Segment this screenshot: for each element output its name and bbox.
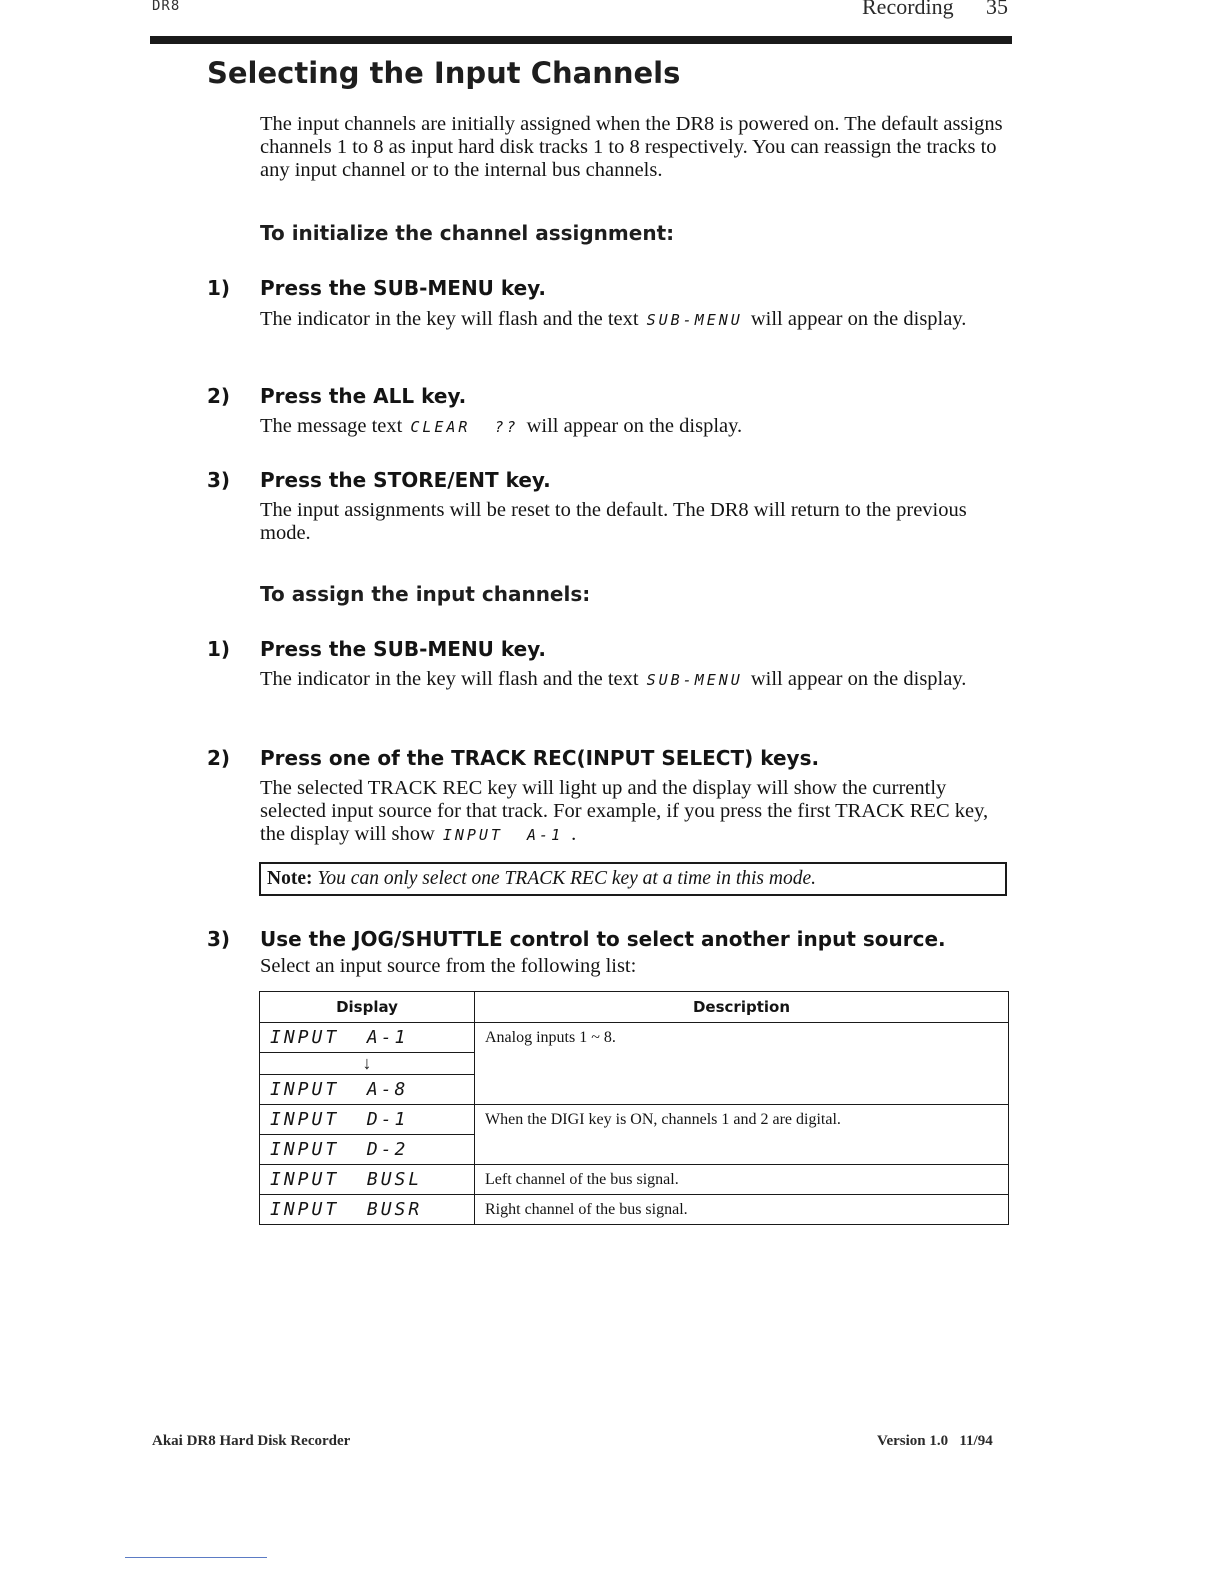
display-cell: INPUT A-1 [260, 1023, 475, 1053]
display-cell: INPUT D-2 [260, 1135, 475, 1165]
description-cell: Analog inputs 1 ~ 8. [475, 1023, 1009, 1105]
lcd-readout: CLEAR ?? [410, 418, 519, 436]
assign-step-2-title: Press one of the TRACK REC(INPUT SELECT) keys. [260, 746, 820, 770]
description-cell: Left channel of the bus signal. [475, 1165, 1009, 1195]
assign-step-3-number: 3) [207, 927, 231, 951]
lcd-readout: SUB-MENU [646, 671, 743, 689]
text-after: will appear on the display. [526, 415, 743, 437]
column-header-description: Description [475, 992, 1009, 1023]
text-before: The indicator in the key will flash and the text [260, 308, 639, 330]
table-row [260, 1023, 1009, 1053]
note-box [259, 862, 1007, 896]
page-number: 35 [986, 0, 1008, 19]
footer-product: Akai DR8 Hard Disk Recorder [152, 1433, 351, 1449]
lcd-readout: SUB-MENU [646, 311, 743, 329]
column-header-display: Display [260, 992, 475, 1023]
display-cell: INPUT A-8 [260, 1075, 475, 1105]
logo: DR8 [152, 0, 181, 14]
init-step-1-title: Press the SUB-MENU key. [260, 276, 547, 300]
assign-step-3-text: Select an input source from the following list: [260, 955, 637, 977]
text-before: The indicator in the key will flash and the text [260, 668, 639, 690]
assign-step-1-number: 1) [207, 637, 231, 661]
display-cell: INPUT BUSL [260, 1165, 475, 1195]
text-after: will appear on the display. [750, 668, 967, 690]
assign-heading: To assign the input channels: [260, 582, 591, 606]
footer-line [125, 1557, 267, 1558]
page-title: Selecting the Input Channels [207, 56, 681, 90]
init-step-2-number: 2) [207, 384, 231, 408]
init-step-1-text [260, 308, 1012, 332]
text-before: The message text [260, 415, 403, 437]
description-cell: When the DIGI key is ON, channels 1 and 2 are digital. [475, 1105, 1009, 1165]
table-row [260, 1195, 1009, 1225]
init-step-1-number: 1) [207, 276, 231, 300]
note-label: Note: [267, 868, 313, 889]
init-step-3-title: Press the STORE/ENT key. [260, 468, 551, 492]
assign-step-3-title: Use the JOG/SHUTTLE control to select another input source. [260, 927, 946, 951]
text-after: will appear on the display. [750, 308, 967, 330]
section-title: Recording [862, 0, 954, 19]
note-text: You can only select one TRACK REC key at a time in this mode. [317, 868, 816, 889]
table-header-row [260, 992, 1009, 1023]
init-step-2-title: Press the ALL key. [260, 384, 467, 408]
table-row [260, 1105, 1009, 1135]
display-cell: INPUT D-1 [260, 1105, 475, 1135]
input-source-table [259, 991, 1009, 1225]
lcd-readout: INPUT A-1 [442, 826, 564, 844]
description-cell: Right channel of the bus signal. [475, 1195, 1009, 1225]
intro-paragraph: The input channels are initially assigned when the DR8 is powered on. The default assigns channels 1 to 8 as input hard disk tracks 1 to 8 respectively. You can reassign the tracks to any input channel or to the internal bus channels. [260, 113, 1003, 181]
init-step-3-number: 3) [207, 468, 231, 492]
init-step-3-text: The input assignments will be reset to the default. The DR8 will return to the previous mode. [260, 499, 967, 544]
table-row [260, 1165, 1009, 1195]
assign-step-1-title: Press the SUB-MENU key. [260, 637, 547, 661]
assign-step-1-text [260, 668, 1012, 692]
init-step-2-text [260, 415, 1012, 439]
footer-version: Version 1.0 11/94 [877, 1433, 993, 1449]
text-before: The selected TRACK REC key will light up and the display will show the currently selected input source for that track. For example, if you press the first TRACK REC key, the display will show [260, 777, 989, 845]
text-after: . [571, 823, 577, 845]
down-arrow-icon: ↓ [260, 1053, 475, 1075]
display-cell: INPUT BUSR [260, 1195, 475, 1225]
init-heading: To initialize the channel assignment: [260, 221, 675, 245]
assign-step-2-number: 2) [207, 746, 231, 770]
header-rule [150, 36, 1012, 44]
assign-step-2-text [260, 777, 1012, 847]
